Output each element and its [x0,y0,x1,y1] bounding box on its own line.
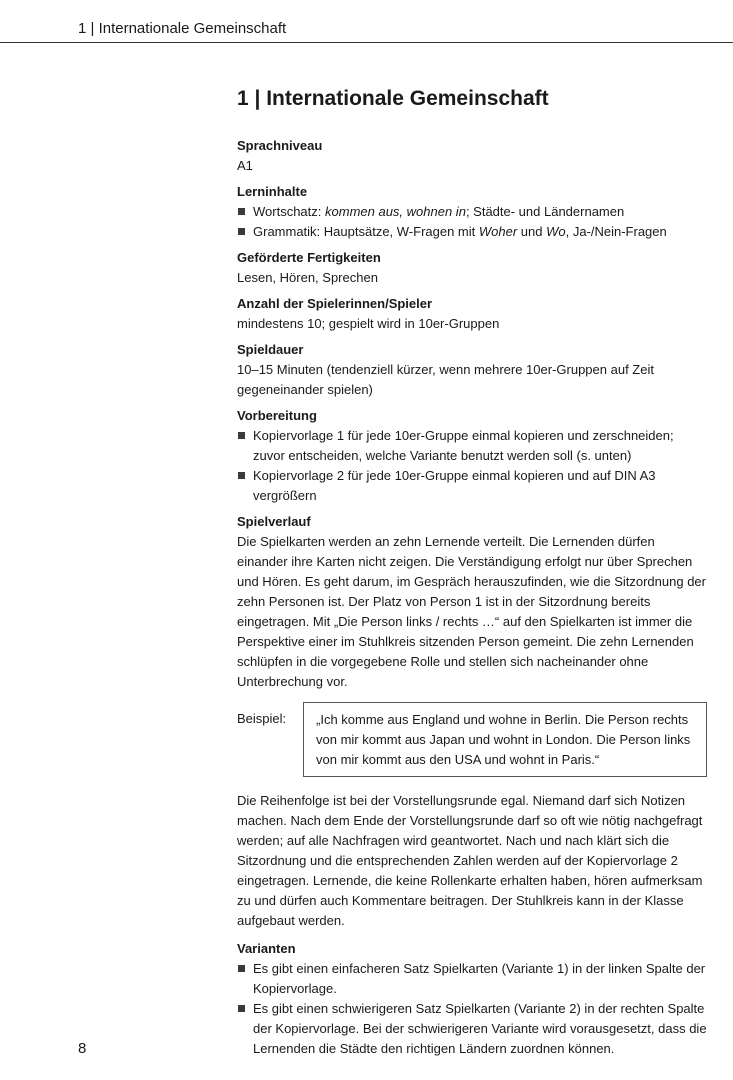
square-bullet-icon [238,208,245,215]
running-header: 1 | Internationale Gemeinschaft [78,20,287,37]
section-heading: Lerninhalte [237,184,308,199]
list-item [237,202,707,222]
item-text: Kopiervorlage 1 für jede 10er-Gruppe einmal kopieren und zerschneiden; zuvor entscheiden, welche Variante benutzt werden soll (s. unten) [253,428,674,463]
section-heading: Sprachniveau [237,138,323,153]
page-number: 8 [78,1040,87,1057]
page-content [237,86,707,1065]
example-block [237,702,707,777]
item-text: Es gibt einen einfacheren Satz Spielkarten (Variante 1) in der linken Spalte der Kopiervorlage. [253,961,706,996]
list-item [237,999,707,1059]
section-sprachniveau [237,136,707,176]
page-title: 1 | Internationale Gemeinschaft [237,87,549,110]
section-lerninhalte [237,182,707,242]
list-item [237,426,707,466]
section-text: 10–15 Minuten (tendenziell kürzer, wenn mehrere 10er-Gruppen auf Zeit gegeneinander spielen) [237,362,654,397]
square-bullet-icon [238,228,245,235]
square-bullet-icon [238,432,245,439]
section-text: Lesen, Hören, Sprechen [237,270,378,285]
header-rule [0,42,733,43]
item-text: Kopiervorlage 2 für jede 10er-Gruppe einmal kopieren und auf DIN A3 vergrößern [253,468,656,503]
section-anzahl [237,294,707,334]
item-emphasis: Woher [478,224,518,239]
square-bullet-icon [238,472,245,479]
square-bullet-icon [238,1005,245,1012]
example-label: Beispiel: [237,711,287,726]
section-heading: Varianten [237,941,296,956]
section-heading: Vorbereitung [237,408,317,423]
reihenfolge-paragraph: Die Reihenfolge ist bei der Vorstellungsrunde egal. Niemand darf sich Notizen machen. Nach dem Ende der Vorstellungsrunde darf so oft wie nötig nachgefragt werden; auf alle Nachfragen wird geantwortet. Nach und nach klärt sich die Sitzordnung und die entsprechenden Zahlen werden auf der Kopiervorlage 2 eingetragen. Lernende, die keine Rollenkarte erhalten haben, hören aufmerksam zu und dürfen auch Kommentare beitragen. Der Stuhlkreis kann in der Klasse aufgebaut werden. [237,793,703,928]
bullet-list [237,959,707,1059]
section-heading: Geförderte Fertigkeiten [237,250,381,265]
item-text: Es gibt einen schwierigeren Satz Spielkarten (Variante 2) in der rechten Spalte der Kopiervorlage. Bei der schwierigeren Variante wird vorausgesetzt, dass die Lernenden die Städte den richtigen Ländern zuordnen können. [253,1001,707,1056]
item-text: Grammatik: Hauptsätze, W-Fragen mit [253,224,479,239]
section-spielverlauf [237,512,707,692]
section-heading: Spieldauer [237,342,304,357]
section-varianten [237,939,707,1059]
section-spieldauer [237,340,707,400]
section-heading: Anzahl der Spielerinnen/Spieler [237,296,433,311]
item-emphasis: Wo [546,224,566,239]
item-text: ; Städte- und Ländernamen [465,204,625,219]
section-heading: Spielverlauf [237,514,311,529]
item-text: Wortschatz: [253,204,326,219]
item-text: und [517,224,547,239]
item-emphasis: kommen aus, wohnen in [325,204,466,219]
item-text: , Ja-/Nein-Fragen [565,224,667,239]
section-text: Die Spielkarten werden an zehn Lernende verteilt. Die Lernenden dürfen einander ihre Karten nicht zeigen. Die Verständigung erfolgt nur über Sprechen und Hören. Es geht darum, im Gespräch herauszufinden, wie die Sitzordnung der zehn Personen ist. Der Platz von Person 1 ist in der Sitzordnung bereits eingetragen. Mit „Die Person links / rechts …“ auf den Spielkarten ist immer die Perspektive einer im Stuhlkreis sitzenden Person gemeint. Die zehn Lernenden schlüpfen in die vorgegebene Rolle und stellen sich nacheinander ohne Unterbrechung vor. [237,534,706,689]
example-quote-box: „Ich komme aus England und wohne in Berlin. Die Person rechts von mir kommt aus Japan und wohnt in London. Die Person links von mir kommt aus den USA und wohnt in Paris.“ [303,702,707,777]
section-fertigkeiten [237,248,707,288]
section-vorbereitung [237,406,707,506]
bullet-list [237,202,707,242]
section-text: mindestens 10; gespielt wird in 10er-Gruppen [237,316,500,331]
list-item [237,222,707,242]
list-item [237,466,707,506]
square-bullet-icon [238,965,245,972]
list-item [237,959,707,999]
section-text: A1 [237,158,253,173]
bullet-list [237,426,707,506]
